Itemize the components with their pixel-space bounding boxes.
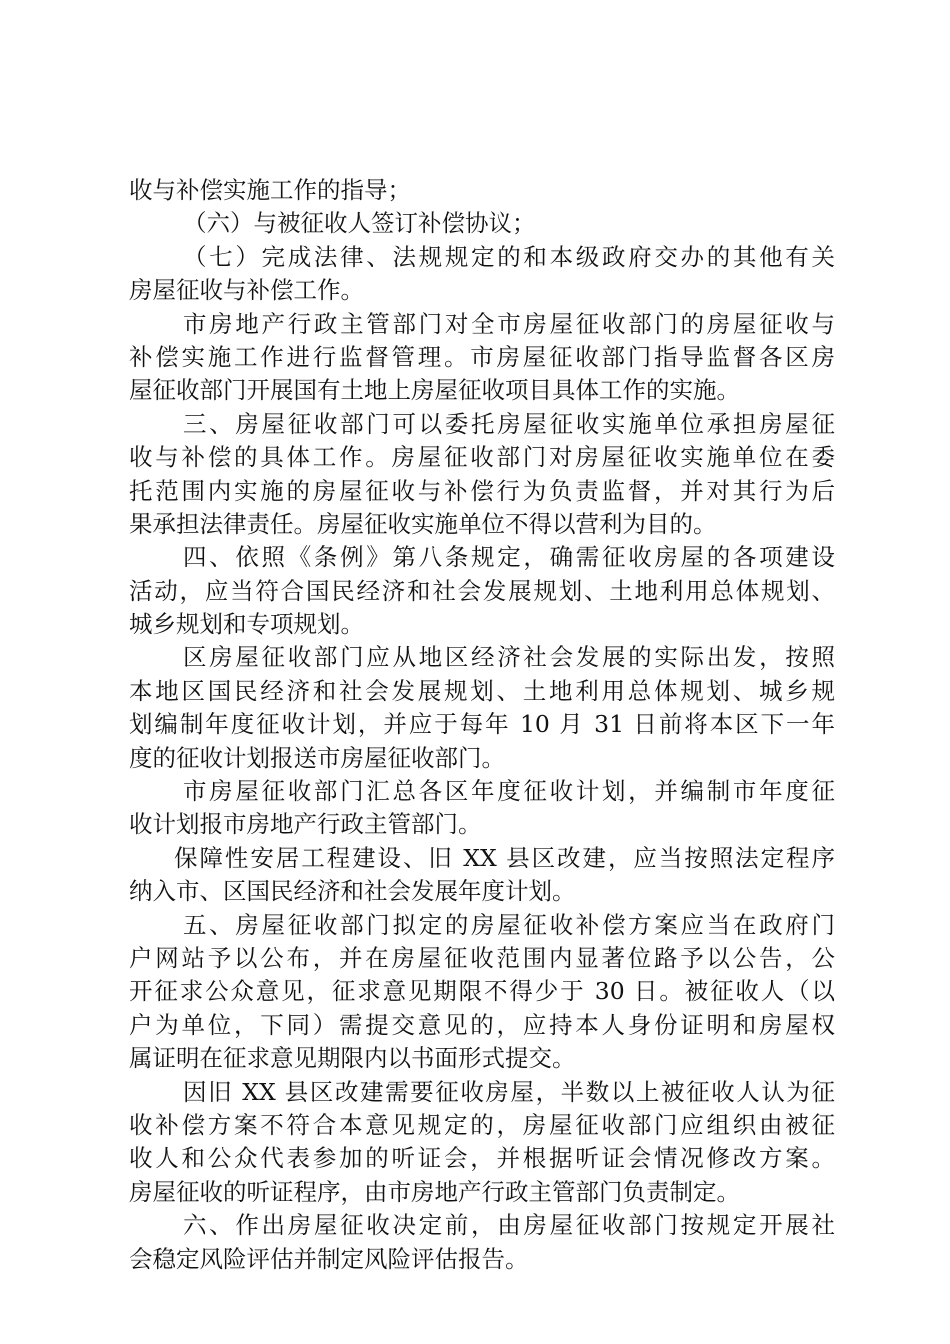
text-line: 户为单位，下同）需提交意见的，应持本人身份证明和房屋权 — [129, 1010, 835, 1039]
text-line: 户网站予以公布，并在房屋征收范围内显著位路予以公告，公 — [129, 943, 835, 972]
text-line: 收计划报市房地产行政主管部门。 — [129, 810, 482, 839]
text-line: 区房屋征收部门应从地区经济社会发展的实际出发，按照 — [183, 643, 835, 672]
text-line: 市房地产行政主管部门对全市房屋征收部门的房屋征收与 — [183, 309, 835, 338]
text-line: 划编制年度征收计划，并应于每年 10 月 31 日前将本区下一年 — [129, 710, 835, 739]
text-line: 市房屋征收部门汇总各区年度征收计划，并编制市年度征 — [183, 777, 835, 806]
text-line: 收人和公众代表参加的听证会，并根据听证会情况修改方案。 — [129, 1144, 835, 1173]
text-line: 度的征收计划报送市房屋征收部门。 — [129, 743, 505, 772]
text-line: 开征求公众意见，征求意见期限不得少于 30 日。被征收人（以 — [129, 977, 835, 1006]
text-line: 收补偿方案不符合本意见规定的，房屋征收部门应组织由被征 — [129, 1110, 835, 1139]
text-line: 房屋征收的听证程序，由市房地产行政主管部门负责制定。 — [129, 1177, 740, 1206]
text-line: 会稳定风险评估并制定风险评估报告。 — [129, 1244, 529, 1273]
text-line: 果承担法律责任。房屋征收实施单位不得以营利为目的。 — [129, 509, 717, 538]
text-line: 本地区国民经济和社会发展规划、土地利用总体规划、城乡规 — [129, 676, 835, 705]
text-line: 房屋征收与补偿工作。 — [129, 276, 364, 305]
text-line: 属证明在征求意见期限内以书面形式提交。 — [129, 1044, 576, 1073]
text-line: （六）与被征收人签订补偿协议； — [183, 209, 536, 238]
text-line: 托范围内实施的房屋征收与补偿行为负责监督，并对其行为后 — [129, 476, 835, 505]
text-line: 五、房屋征收部门拟定的房屋征收补偿方案应当在政府门 — [183, 910, 835, 939]
text-line: 收与补偿实施工作的指导； — [129, 176, 411, 204]
text-line: 三、房屋征收部门可以委托房屋征收实施单位承担房屋征 — [183, 409, 835, 438]
text-line: 城乡规划和专项规划。 — [129, 610, 364, 639]
text-line: 因旧 XX 县区改建需要征收房屋，半数以上被征收人认为征 — [183, 1077, 835, 1106]
text-line: 补偿实施工作进行监督管理。市房屋征收部门指导监督各区房 — [129, 342, 835, 371]
text-line: 收与补偿的具体工作。房屋征收部门对房屋征收实施单位在委 — [129, 443, 835, 472]
text-line: （七）完成法律、法规规定的和本级政府交办的其他有关 — [183, 242, 835, 271]
text-line: 六、作出房屋征收决定前，由房屋征收部门按规定开展社 — [183, 1211, 835, 1240]
text-line: 活动，应当符合国民经济和社会发展规划、土地利用总体规划、 — [129, 576, 835, 605]
text-line: 保障性安居工程建设、旧 XX 县区改建，应当按照法定程序 — [174, 843, 835, 872]
text-line: 屋征收部门开展国有土地上房屋征收项目具体工作的实施。 — [129, 376, 740, 405]
document-body — [129, 174, 835, 1276]
text-line: 四、依照《条例》第八条规定，确需征收房屋的各项建设 — [183, 543, 835, 572]
text-line: 纳入市、区国民经济和社会发展年度计划。 — [129, 877, 576, 906]
